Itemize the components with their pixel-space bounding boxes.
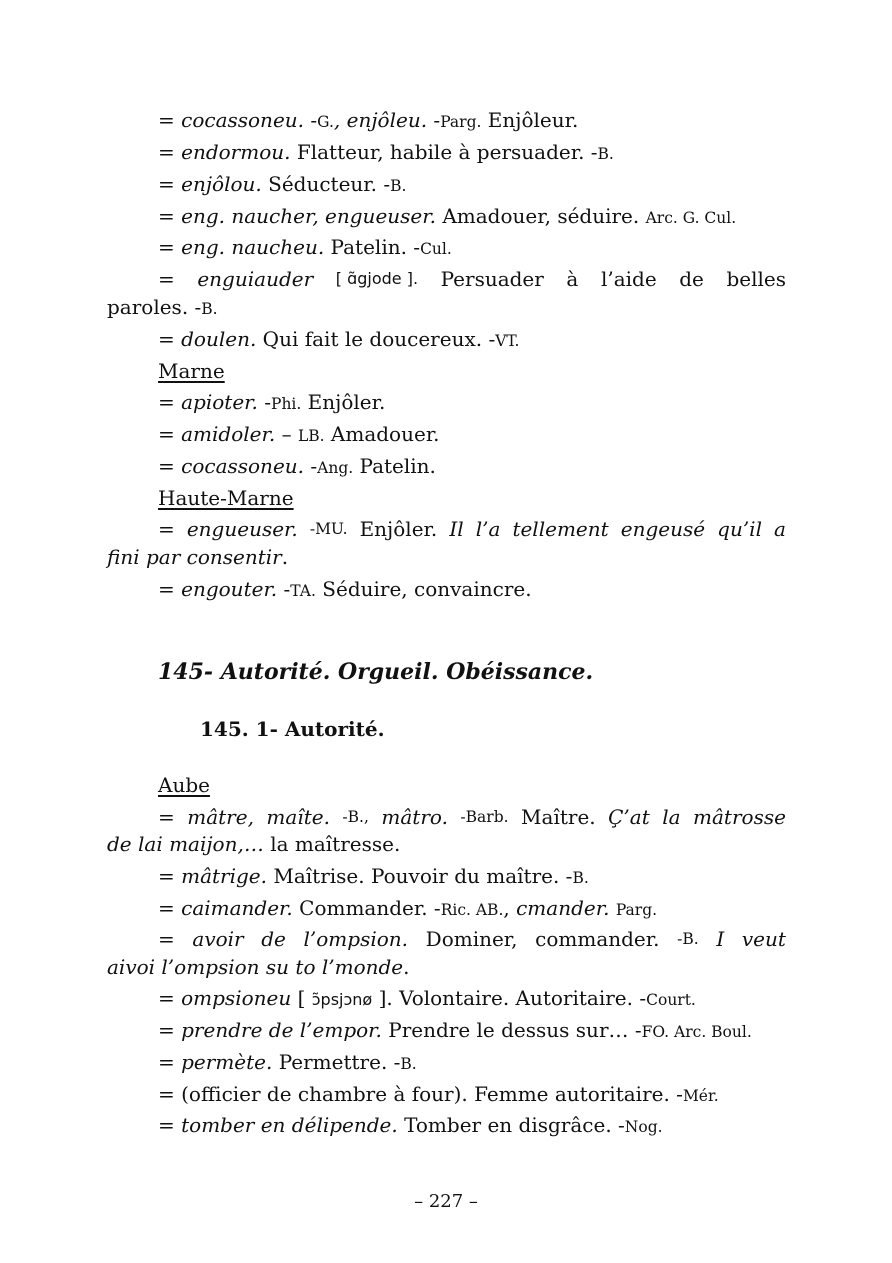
entry-line: = cocassoneu. -Ang. Patelin.: [158, 454, 436, 478]
entry-line: = engouter. -TA. Séduire, convaincre.: [158, 577, 532, 601]
entry-continuation: aivoi l’ompsion su to l’monde.: [107, 955, 410, 979]
entry-continuation: fini par consentir.: [107, 545, 289, 569]
entry-line: = engueuser. -MU. Enjôler. Il l’a tellement engeusé qu’il a: [158, 517, 786, 541]
entry-line: = prendre de l’empor. Prendre le dessus sur… -FO. Arc. Boul.: [158, 1018, 752, 1042]
entry-line: = eng. naucheu. Patelin. -Cul.: [158, 235, 452, 259]
entry-continuation: paroles. -B.: [107, 295, 218, 319]
page-number: – 227 –: [414, 1191, 478, 1212]
entry-line: = enjôlou. Séducteur. -B.: [158, 172, 407, 196]
region-heading-haute-marne: Haute-Marne: [158, 486, 294, 510]
subsection-heading: 145. 1- Autorité.: [200, 717, 385, 741]
region-heading-aube: Aube: [158, 773, 210, 797]
entry-line: = enguiauder [ ɑ̃gjode ]. Persuader à l’aide de belles: [158, 267, 786, 291]
entry-line: = caimander. Commander. -Ric. AB., cmander. Parg.: [158, 896, 658, 920]
entry-line: = tomber en délipende. Tomber en disgrâce. -Nog.: [158, 1113, 663, 1137]
entry-line: = eng. naucher, engueuser. Amadouer, séduire. Arc. G. Cul.: [158, 204, 737, 228]
section-heading: 145- Autorité. Orgueil. Obéissance.: [158, 659, 594, 685]
entry-line: = mâtrige. Maîtrise. Pouvoir du maître. -B.: [158, 864, 589, 888]
entry-line: = ompsioneu [ ɔ̃psjɔnø ]. Volontaire. Autoritaire. -Court.: [158, 986, 696, 1010]
entry-line: = permète. Permettre. -B.: [158, 1050, 417, 1074]
entry-line: = endormou. Flatteur, habile à persuader. -B.: [158, 140, 614, 164]
entry-line: = (officier de chambre à four). Femme autoritaire. -Mér.: [158, 1082, 719, 1106]
entry-continuation: de lai maijon,… la maîtresse.: [107, 832, 401, 856]
entry-line: = amidoler. – LB. Amadouer.: [158, 422, 440, 446]
entry-line: = cocassoneu. -G., enjôleu. -Parg. Enjôleur.: [158, 108, 579, 132]
entry-line: = mâtre, maîte. -B., mâtro. -Barb. Maître. Ç’at la mâtrosse: [158, 805, 786, 829]
region-heading-marne: Marne: [158, 359, 225, 383]
entry-line: = avoir de l’ompsion. Dominer, commander. -B. I veut: [158, 927, 786, 951]
entry-line: = apioter. -Phi. Enjôler.: [158, 390, 386, 414]
entry-line: = doulen. Qui fait le doucereux. -VT.: [158, 327, 520, 351]
